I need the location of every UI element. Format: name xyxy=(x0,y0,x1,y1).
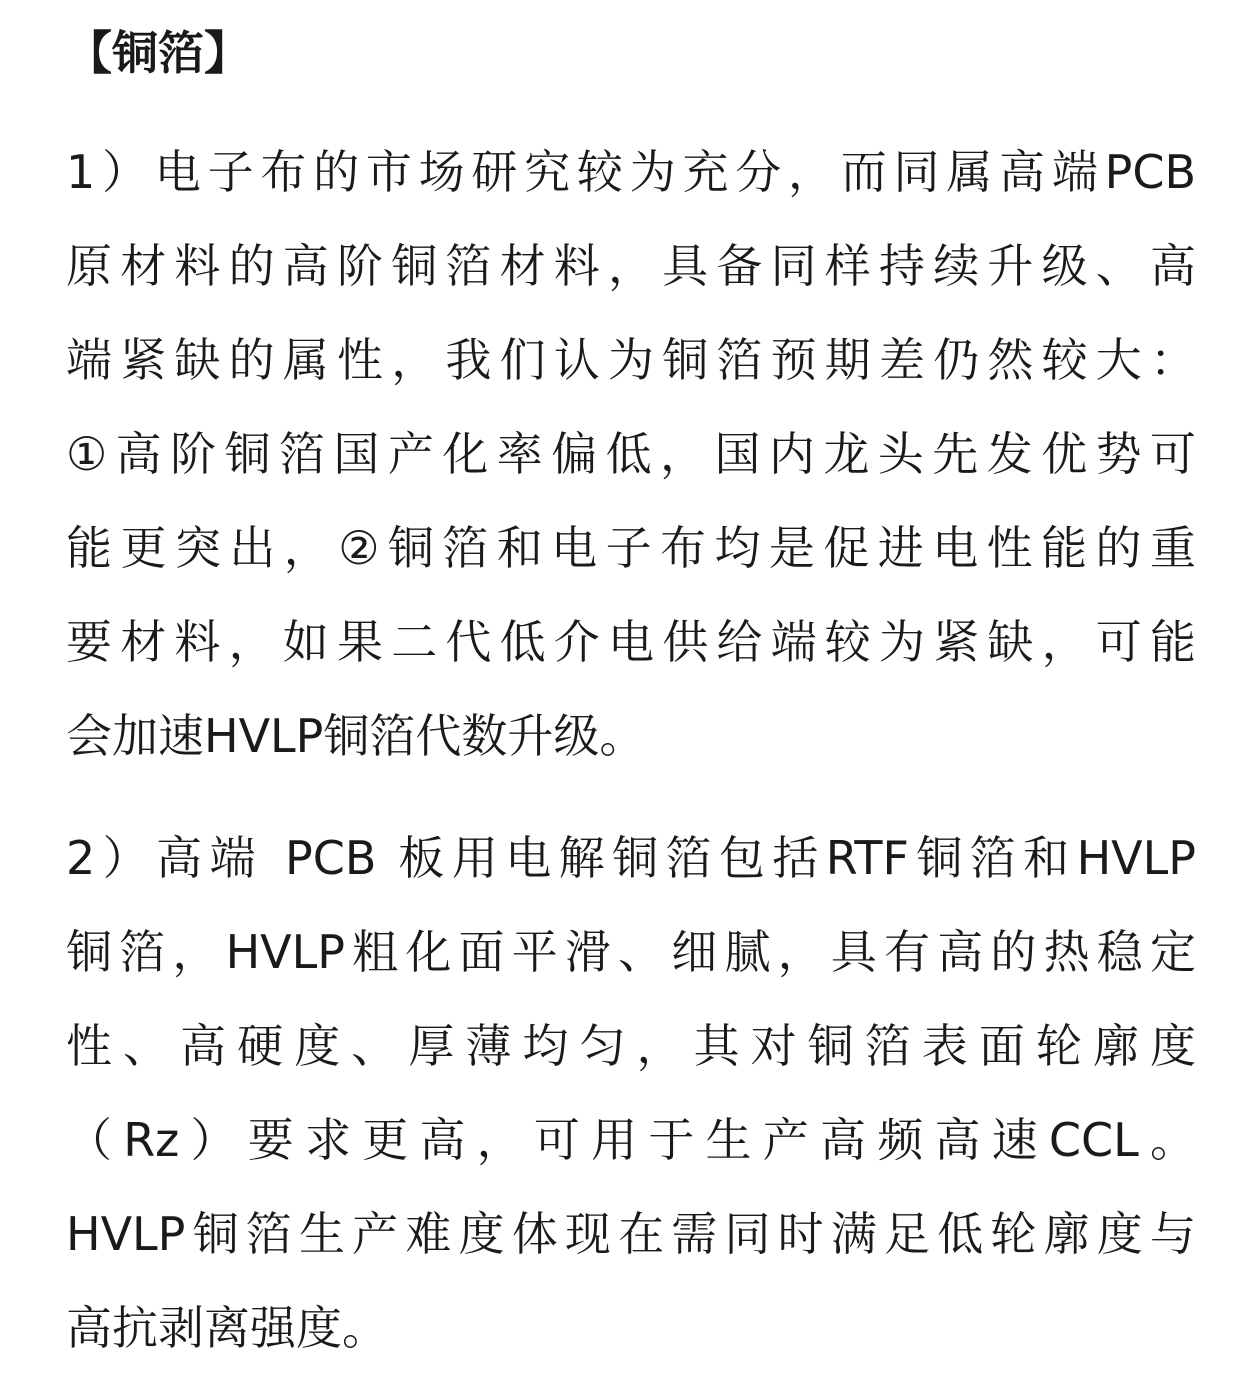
paragraph-line: 会加速HVLP铜箔代数升级。 xyxy=(66,709,646,763)
paragraph-line: 铜箔，HVLP粗化面平滑、细腻，具有高的热稳定 xyxy=(66,925,1196,979)
paragraph-line: 高抗剥离强度。 xyxy=(66,1301,388,1355)
paragraph-line: ①高阶铜箔国产化率偏低，国内龙头先发优势可 xyxy=(66,427,1196,481)
section-title: 【铜箔】 xyxy=(66,26,250,80)
paragraph-line: HVLP铜箔生产难度体现在需同时满足低轮廓度与 xyxy=(66,1207,1196,1261)
paragraph-line: 1）电子布的市场研究较为充分，而同属高端PCB xyxy=(66,145,1196,199)
paragraph-line: 要材料，如果二代低介电供给端较为紧缺，可能 xyxy=(66,615,1196,669)
paragraph-line: 2）高端 PCB 板用电解铜箔包括RTF铜箔和HVLP xyxy=(66,831,1196,885)
paragraph-line: 原材料的高阶铜箔材料，具备同样持续升级、高 xyxy=(66,239,1196,293)
paragraph-line: 性、高硬度、厚薄均匀，其对铜箔表面轮廓度 xyxy=(66,1019,1196,1073)
paragraph-line: 能更突出，②铜箔和电子布均是促进电性能的重 xyxy=(66,521,1196,575)
paragraph-1 xyxy=(66,125,1196,783)
paragraph-line: （Rz）要求更高，可用于生产高频高速CCL。 xyxy=(66,1113,1196,1167)
paragraph-2 xyxy=(66,811,1196,1375)
paragraph-line: 端紧缺的属性，我们认为铜箔预期差仍然较大： xyxy=(66,333,1196,387)
